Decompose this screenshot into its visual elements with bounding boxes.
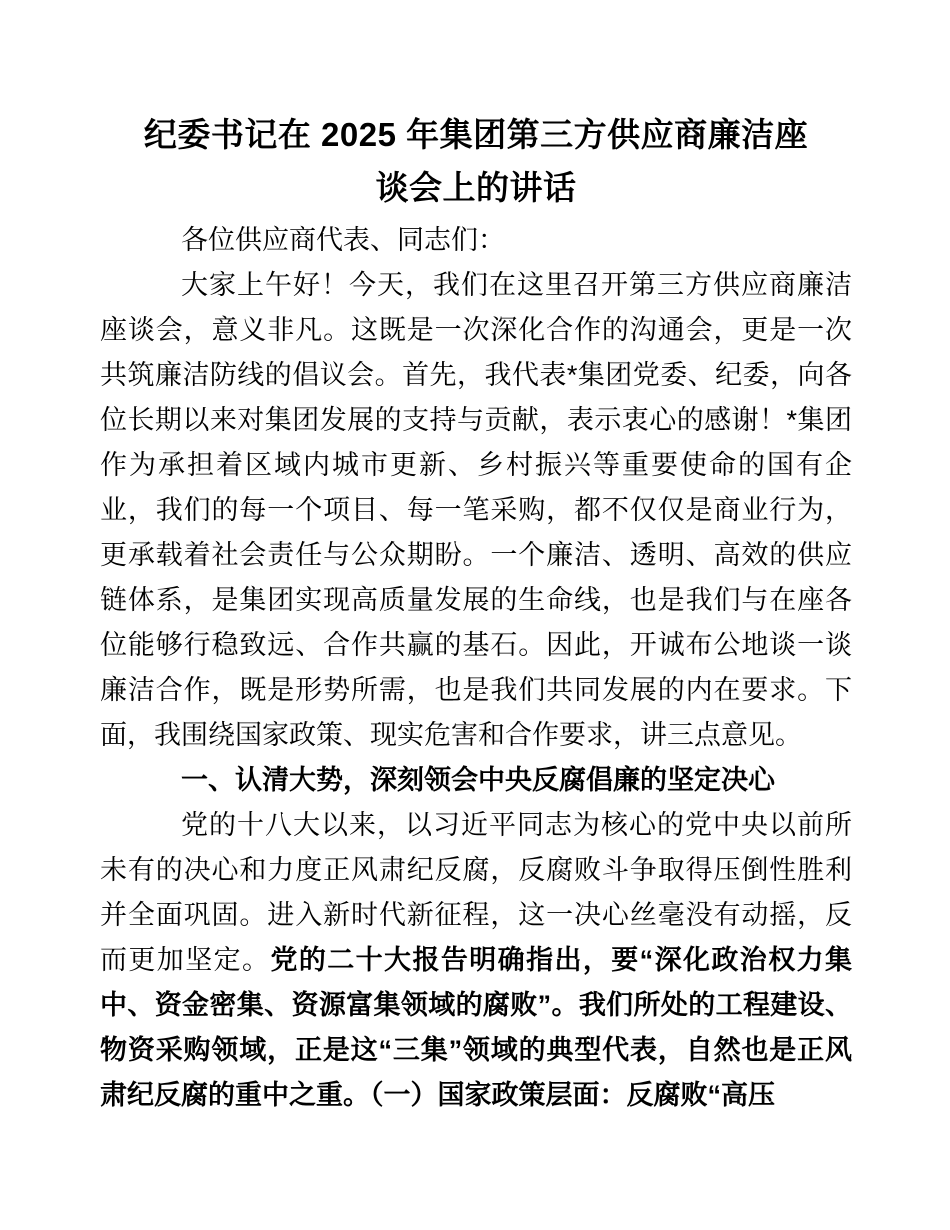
section-1-paragraph xyxy=(100,803,852,1118)
opening-paragraph: 大家上午好！今天，我们在这里召开第三方供应商廉洁座谈会，意义非凡。这既是一次深化合作的沟通会，更是一次共筑廉洁防线的倡议会。首先，我代表*集团党委、纪委，向各位长期以来对集团发展的支持与贡献，表示衷心的感谢！*集团作为承担着区域内城市更新、乡村振兴等重要使命的国有企业，我们的每一个项目、每一笔采购，都不仅仅是商业行为，更承载着社会责任与公众期盼。一个廉洁、透明、高效的供应链体系，是集团实现高质量发展的生命线，也是我们与在座各位能够行稳致远、合作共赢的基石。因此，开诚布公地谈一谈廉洁合作，既是形势所需，也是我们共同发展的内在要求。下面，我围绕国家政策、现实危害和合作要求，讲三点意见。 xyxy=(100,270,852,750)
salutation-paragraph: 各位供应商代表、同志们： xyxy=(181,225,505,255)
document-title-line-1: 纪委书记在 2025 年集团第三方供应商廉洁座 xyxy=(143,116,809,153)
section-1-text-regular: 党的十八大以来，以习近平同志为核心的党中央以前所未有的决心和力度正风肃纪反腐，反腐败斗争取得压倒性胜利并全面巩固。进入新时代新征程，这一决心丝毫没有动摇，反而更加坚定。 xyxy=(100,810,852,975)
document-title xyxy=(100,108,852,214)
document-title-line-2: 谈会上的讲话 xyxy=(375,169,577,206)
section-1-heading: 一、认清大势，深刻领会中央反腐倡廉的坚定决心 xyxy=(181,765,775,795)
section-1-text-bold: 党的二十大报告明确指出，要“深化政治权力集中、资金密集、资源富集领域的腐败”。我们所处的工程建设、物资采购领域，正是这“三集”领域的典型代表，自然也是正风肃纪反腐的重中之重。（一）国家政策层面：反腐败“高压 xyxy=(100,945,853,1110)
